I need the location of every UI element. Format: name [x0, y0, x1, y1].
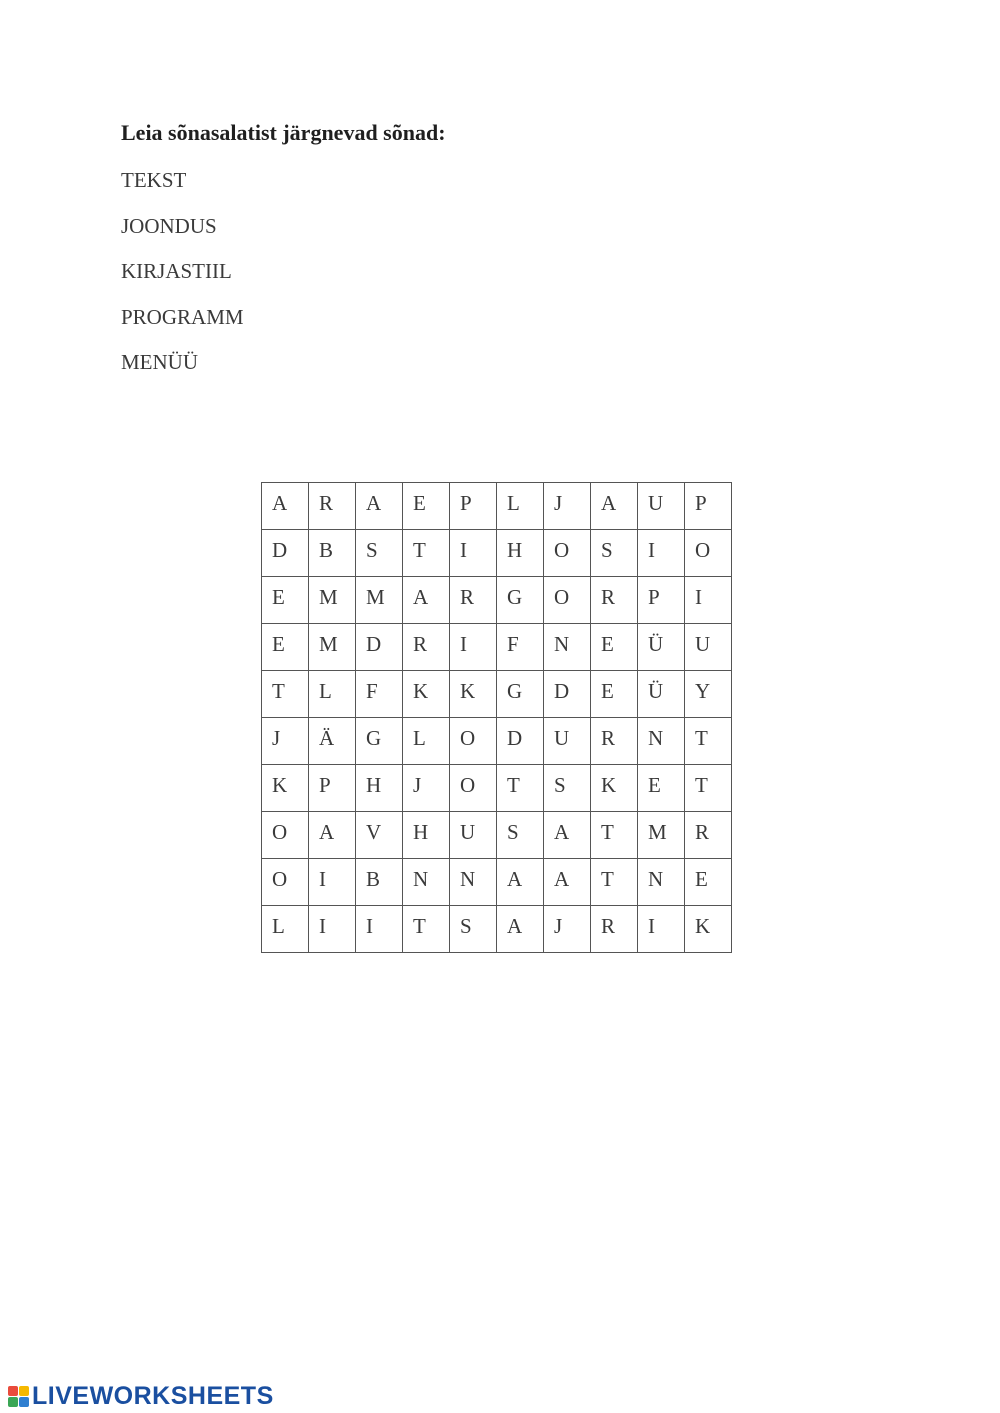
grid-cell[interactable]: P	[450, 483, 497, 530]
grid-cell[interactable]: O	[685, 530, 732, 577]
grid-cell[interactable]: E	[262, 624, 309, 671]
grid-cell[interactable]: P	[638, 577, 685, 624]
grid-cell[interactable]: V	[356, 812, 403, 859]
word-list-item: KIRJASTIIL	[121, 259, 232, 283]
grid-cell[interactable]: F	[497, 624, 544, 671]
grid-cell[interactable]: M	[356, 577, 403, 624]
word-search-grid	[261, 482, 732, 953]
grid-cell[interactable]: A	[403, 577, 450, 624]
grid-cell[interactable]: L	[309, 671, 356, 718]
logo-block	[8, 1386, 18, 1396]
grid-cell[interactable]: S	[497, 812, 544, 859]
grid-cell[interactable]: T	[497, 765, 544, 812]
grid-row	[262, 765, 732, 812]
grid-cell[interactable]: B	[356, 859, 403, 906]
grid-cell[interactable]: A	[356, 483, 403, 530]
grid-cell[interactable]: H	[356, 765, 403, 812]
grid-cell[interactable]: R	[591, 577, 638, 624]
grid-cell[interactable]: O	[262, 859, 309, 906]
grid-cell[interactable]: T	[685, 765, 732, 812]
grid-cell[interactable]: K	[591, 765, 638, 812]
grid-cell[interactable]: O	[544, 530, 591, 577]
grid-cell[interactable]: I	[450, 624, 497, 671]
grid-cell[interactable]: I	[309, 859, 356, 906]
word-list-item: PROGRAMM	[121, 304, 244, 329]
grid-cell[interactable]: N	[638, 859, 685, 906]
grid-cell[interactable]: D	[262, 530, 309, 577]
instructions-heading: Leia sõnasalatist järgnevad sõnad:	[121, 120, 446, 145]
grid-cell[interactable]: J	[544, 483, 591, 530]
grid-cell[interactable]: A	[544, 812, 591, 859]
logo-text: LIVEWORKSHEETS	[32, 1382, 274, 1410]
grid-row	[262, 577, 732, 624]
grid-row	[262, 859, 732, 906]
logo-block	[19, 1397, 29, 1407]
grid-cell[interactable]: Y	[685, 671, 732, 718]
grid-cell[interactable]: M	[309, 577, 356, 624]
grid-cell[interactable]: K	[403, 671, 450, 718]
grid-cell[interactable]: S	[544, 765, 591, 812]
liveworksheets-logo[interactable]	[8, 1382, 274, 1410]
grid-cell[interactable]: H	[497, 530, 544, 577]
grid-cell[interactable]: R	[591, 906, 638, 953]
grid-cell[interactable]: E	[262, 577, 309, 624]
grid-cell[interactable]: A	[497, 859, 544, 906]
grid-cell[interactable]: Ü	[638, 671, 685, 718]
grid-cell[interactable]: M	[309, 624, 356, 671]
grid-row	[262, 483, 732, 530]
grid-row	[262, 812, 732, 859]
grid-cell[interactable]: J	[544, 906, 591, 953]
grid-row	[262, 624, 732, 671]
grid-cell[interactable]: T	[685, 718, 732, 765]
grid-cell[interactable]: L	[262, 906, 309, 953]
word-list	[121, 166, 244, 394]
grid-cell[interactable]: I	[356, 906, 403, 953]
word-list-item: TEKST	[121, 168, 187, 192]
grid-cell[interactable]: U	[685, 624, 732, 671]
grid-cell[interactable]: O	[450, 718, 497, 765]
word-list-item: MENÜÜ	[121, 350, 198, 374]
grid-cell[interactable]: F	[356, 671, 403, 718]
grid-cell[interactable]: T	[591, 812, 638, 859]
grid-cell[interactable]: I	[450, 530, 497, 577]
grid-cell[interactable]: E	[403, 483, 450, 530]
grid-cell[interactable]: H	[403, 812, 450, 859]
grid-cell[interactable]: R	[450, 577, 497, 624]
grid-cell[interactable]: R	[685, 812, 732, 859]
grid-cell[interactable]: N	[638, 718, 685, 765]
grid-cell[interactable]: Ü	[638, 624, 685, 671]
grid-cell[interactable]: L	[403, 718, 450, 765]
grid-row	[262, 718, 732, 765]
logo-block	[8, 1397, 18, 1407]
grid-cell[interactable]: D	[544, 671, 591, 718]
grid-cell[interactable]: D	[356, 624, 403, 671]
grid-cell[interactable]: K	[685, 906, 732, 953]
grid-cell[interactable]: A	[591, 483, 638, 530]
grid-cell[interactable]: R	[591, 718, 638, 765]
grid-cell[interactable]: E	[591, 624, 638, 671]
logo-blocks-icon	[8, 1386, 29, 1407]
grid-cell[interactable]: A	[309, 812, 356, 859]
grid-cell[interactable]: I	[309, 906, 356, 953]
grid-cell[interactable]: B	[309, 530, 356, 577]
grid-cell[interactable]: G	[356, 718, 403, 765]
grid-cell[interactable]: A	[544, 859, 591, 906]
grid-cell[interactable]: R	[309, 483, 356, 530]
grid-cell[interactable]: A	[497, 906, 544, 953]
grid-row	[262, 671, 732, 718]
grid-cell[interactable]: M	[638, 812, 685, 859]
grid-cell[interactable]: G	[497, 671, 544, 718]
grid-cell[interactable]: I	[638, 530, 685, 577]
grid-cell[interactable]: O	[450, 765, 497, 812]
grid-cell[interactable]: P	[309, 765, 356, 812]
grid-cell[interactable]: D	[497, 718, 544, 765]
grid-cell[interactable]: E	[591, 671, 638, 718]
grid-cell[interactable]: K	[262, 765, 309, 812]
grid-cell[interactable]: A	[262, 483, 309, 530]
grid-cell[interactable]: J	[403, 765, 450, 812]
grid-cell[interactable]: E	[685, 859, 732, 906]
grid-cell[interactable]: E	[638, 765, 685, 812]
grid-cell[interactable]: O	[262, 812, 309, 859]
grid-cell[interactable]: T	[403, 906, 450, 953]
grid-cell[interactable]: K	[450, 671, 497, 718]
grid-cell[interactable]: N	[450, 859, 497, 906]
grid-cell[interactable]: P	[685, 483, 732, 530]
grid-cell[interactable]: T	[403, 530, 450, 577]
grid-cell[interactable]: U	[450, 812, 497, 859]
grid-cell[interactable]: J	[262, 718, 309, 765]
logo-block	[19, 1386, 29, 1396]
grid-cell[interactable]: U	[544, 718, 591, 765]
grid-cell[interactable]: S	[356, 530, 403, 577]
grid-cell[interactable]: G	[497, 577, 544, 624]
grid-cell[interactable]: S	[591, 530, 638, 577]
grid-cell[interactable]: R	[403, 624, 450, 671]
grid-cell[interactable]: O	[544, 577, 591, 624]
grid-cell[interactable]: U	[638, 483, 685, 530]
grid-cell[interactable]: T	[591, 859, 638, 906]
grid-cell[interactable]: T	[262, 671, 309, 718]
grid-cell[interactable]: I	[638, 906, 685, 953]
grid-cell[interactable]: L	[497, 483, 544, 530]
grid-cell[interactable]: I	[685, 577, 732, 624]
grid-row	[262, 906, 732, 953]
word-search-grid-body	[262, 483, 732, 953]
grid-cell[interactable]: N	[403, 859, 450, 906]
grid-row	[262, 530, 732, 577]
word-list-item: JOONDUS	[121, 213, 217, 238]
grid-cell[interactable]: S	[450, 906, 497, 953]
grid-cell[interactable]: N	[544, 624, 591, 671]
grid-cell[interactable]: Ä	[309, 718, 356, 765]
